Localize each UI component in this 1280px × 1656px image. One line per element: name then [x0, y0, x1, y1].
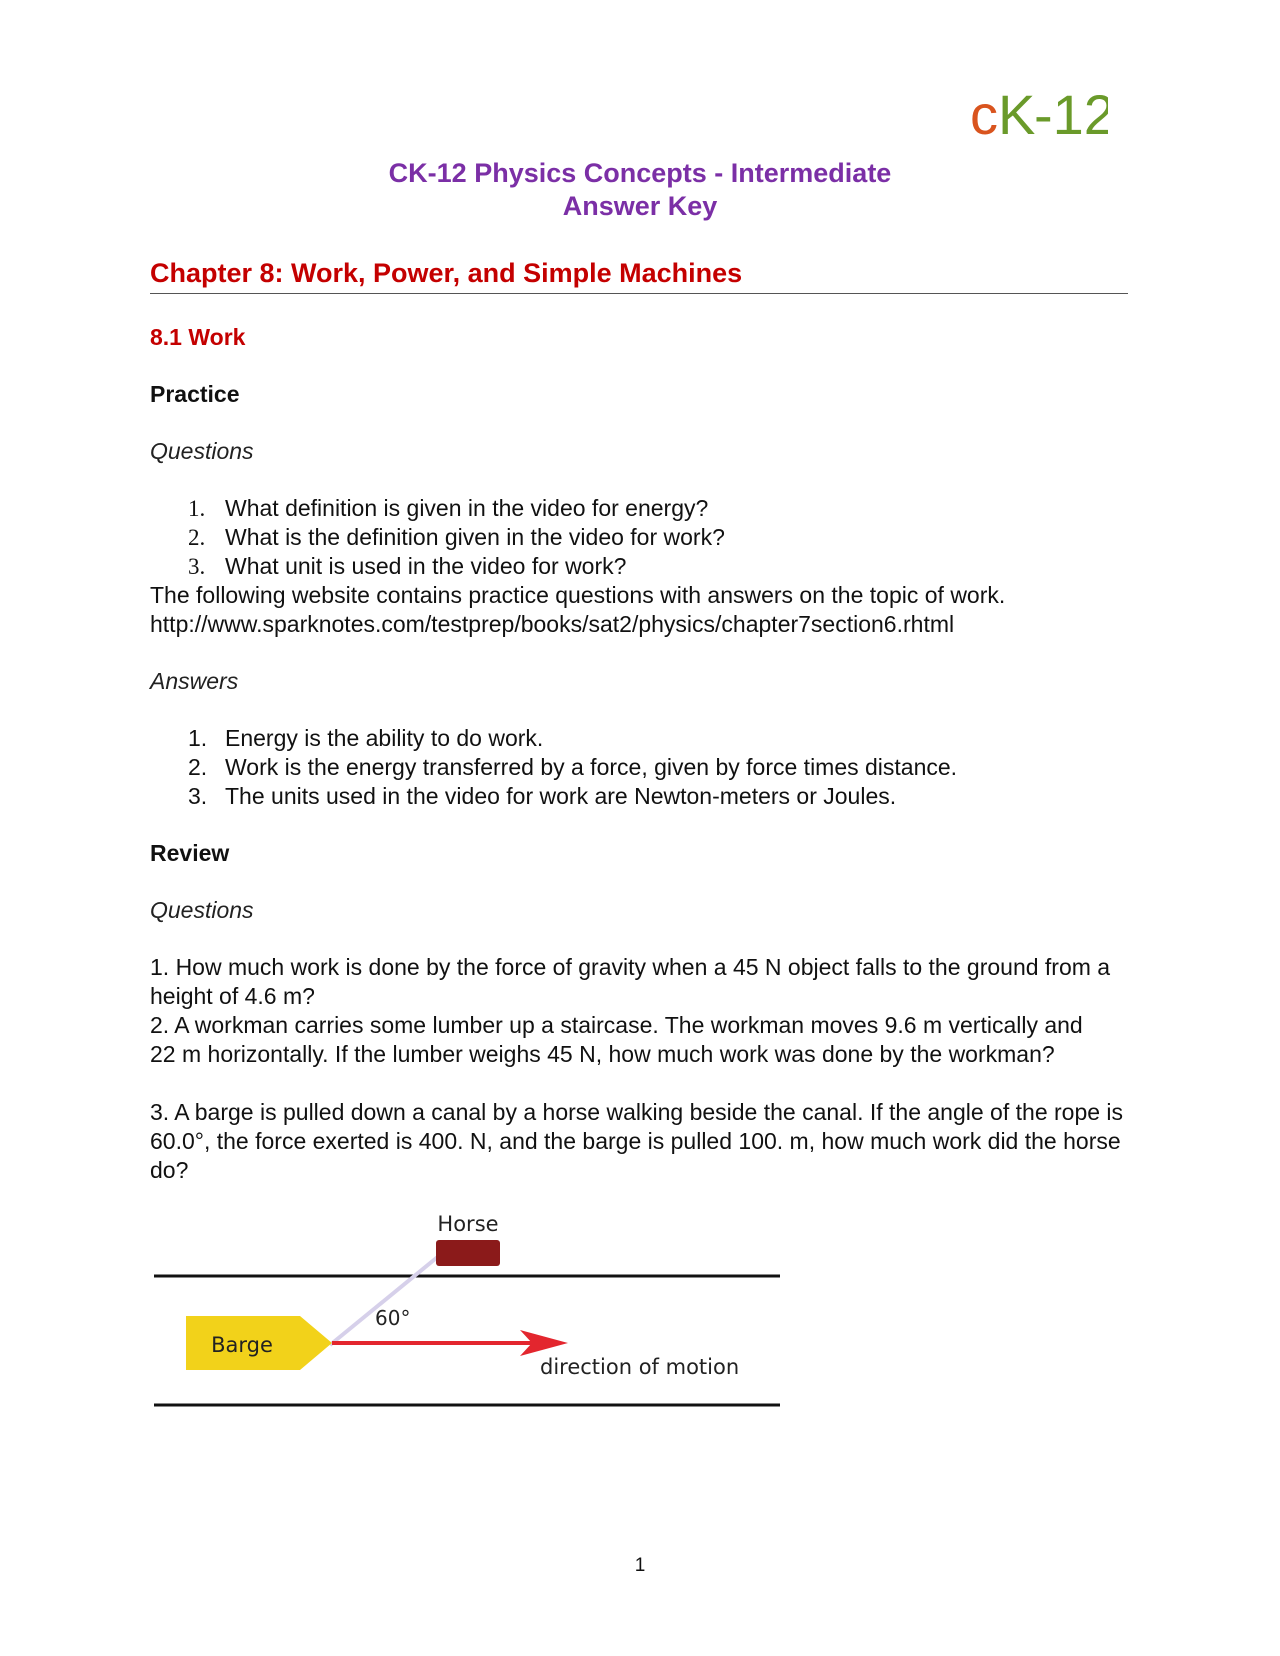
barge-label: Barge — [211, 1333, 273, 1357]
list-item — [150, 494, 1130, 523]
list-number: 3. — [188, 554, 206, 579]
angle-label: 60° — [375, 1306, 411, 1330]
list-text: What is the definition given in the video for work? — [225, 524, 725, 550]
list-text: Work is the energy transferred by a force, given by force times distance. — [225, 754, 958, 780]
practice-answers-list — [150, 724, 1150, 811]
website-note: The following website contains practice questions with answers on the topic of work. — [150, 582, 1006, 608]
list-item — [150, 552, 1130, 581]
review-questions-label: Questions — [150, 897, 254, 923]
list-number: 1. — [188, 725, 208, 751]
section-title: 8.1 Work — [150, 324, 246, 350]
list-item — [150, 782, 1150, 811]
ck12-logo — [968, 80, 1108, 150]
list-number: 2. — [188, 754, 208, 780]
doc-title: CK-12 Physics Concepts - Intermediate — [388, 158, 892, 188]
website-url[interactable]: http://www.sparknotes.com/testprep/books/sat2/physics/chapter7section6.rhtml — [150, 611, 955, 637]
practice-heading: Practice — [150, 381, 240, 407]
list-item — [150, 523, 1130, 552]
horse-block — [436, 1240, 500, 1266]
rope-line — [330, 1255, 440, 1345]
list-number: 1. — [188, 496, 206, 521]
review-question-3: 3. A barge is pulled down a canal by a horse walking beside the canal. If the angle of the rope is 60.0°, the force exerted is 400. N, and the barge is pulled 100. m, how much work did the horse do? — [150, 1099, 1124, 1183]
logo-letter-k: K — [998, 83, 1036, 146]
practice-answers-label: Answers — [150, 668, 239, 694]
list-text: What unit is used in the video for work? — [225, 553, 627, 579]
logo-text-12: -12 — [1034, 83, 1108, 146]
barge-diagram — [150, 1210, 790, 1430]
motion-label: direction of motion — [540, 1355, 740, 1379]
list-text: The units used in the video for work are Newton-meters or Joules. — [225, 783, 897, 809]
list-number: 2. — [188, 525, 206, 550]
doc-subtitle: Answer Key — [562, 191, 718, 221]
list-number: 3. — [188, 783, 208, 809]
logo-letter-c: c — [970, 83, 998, 146]
chapter-divider — [150, 293, 1128, 294]
chapter-title: Chapter 8: Work, Power, and Simple Machines — [150, 258, 743, 288]
page-number: 1 — [634, 1555, 646, 1576]
list-text: Energy is the ability to do work. — [225, 725, 544, 751]
list-item — [150, 724, 1150, 753]
list-item — [150, 753, 1150, 782]
review-heading: Review — [150, 840, 230, 866]
list-text: What definition is given in the video for energy? — [225, 495, 709, 521]
review-question-2: 2. A workman carries some lumber up a staircase. The workman moves 9.6 m vertically and 22 m horizontally. If the lumber weighs 45 N, how much work was done by the workman? — [150, 1012, 1083, 1067]
practice-questions-label: Questions — [150, 438, 254, 464]
horse-label: Horse — [437, 1212, 499, 1236]
review-question-1: 1. How much work is done by the force of gravity when a 45 N object falls to the ground from a height of 4.6 m? — [150, 954, 1111, 1009]
practice-questions-list — [150, 494, 1130, 581]
